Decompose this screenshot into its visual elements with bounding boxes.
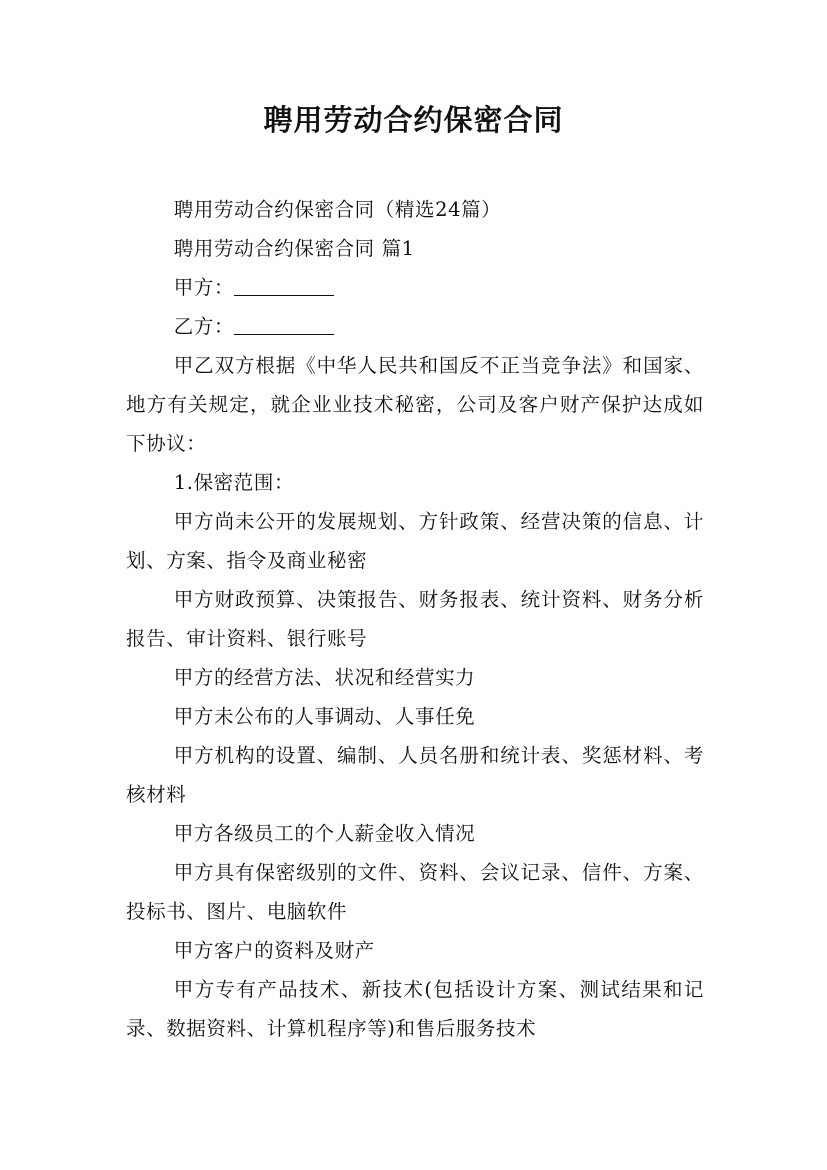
party-a-blank (234, 294, 334, 296)
scope-item: 甲方各级员工的个人薪金收入情况 (173, 822, 476, 845)
section-1-heading: 1.保密范围： (173, 471, 295, 494)
document-body (126, 190, 704, 1048)
scope-item: 甲方机构的设置、编制、人员名册和统计表、奖惩材料、考核材料 (126, 744, 704, 806)
scope-item: 甲方具有保密级别的文件、资料、会议记录、信件、方案、投标书、图片、电脑软件 (126, 861, 704, 923)
scope-item: 甲方财政预算、决策报告、财务报表、统计资料、财务分析报告、审计资料、银行账号 (126, 588, 704, 650)
party-b-line (126, 307, 704, 346)
scope-item: 甲方专有产品技术、新技术(包括设计方案、测试结果和记录、数据资料、计算机程序等)和售后服务技术 (126, 978, 704, 1040)
party-b-blank (234, 333, 334, 335)
party-a-label: 甲方： (173, 276, 235, 299)
scope-item: 甲方尚未公开的发展规划、方针政策、经营决策的信息、计划、方案、指令及商业秘密 (126, 510, 704, 572)
intro-paragraph: 甲乙双方根据《中华人民共和国反不正当竞争法》和国家、地方有关规定，就企业业技术秘密，公司及客户财产保护达成如下协议： (126, 354, 704, 455)
document-subtitle: 聘用劳动合约保密合同（精选24篇） (173, 198, 502, 221)
scope-item: 甲方的经营方法、状况和经营实力 (173, 666, 476, 689)
chapter-heading: 聘用劳动合约保密合同 篇1 (173, 237, 415, 260)
party-b-label: 乙方： (173, 315, 235, 338)
scope-item: 甲方客户的资料及财产 (173, 939, 375, 962)
document-title: 聘用劳动合约保密合同 (263, 103, 564, 137)
scope-item: 甲方未公布的人事调动、人事任免 (173, 705, 476, 728)
party-a-line (126, 268, 704, 307)
